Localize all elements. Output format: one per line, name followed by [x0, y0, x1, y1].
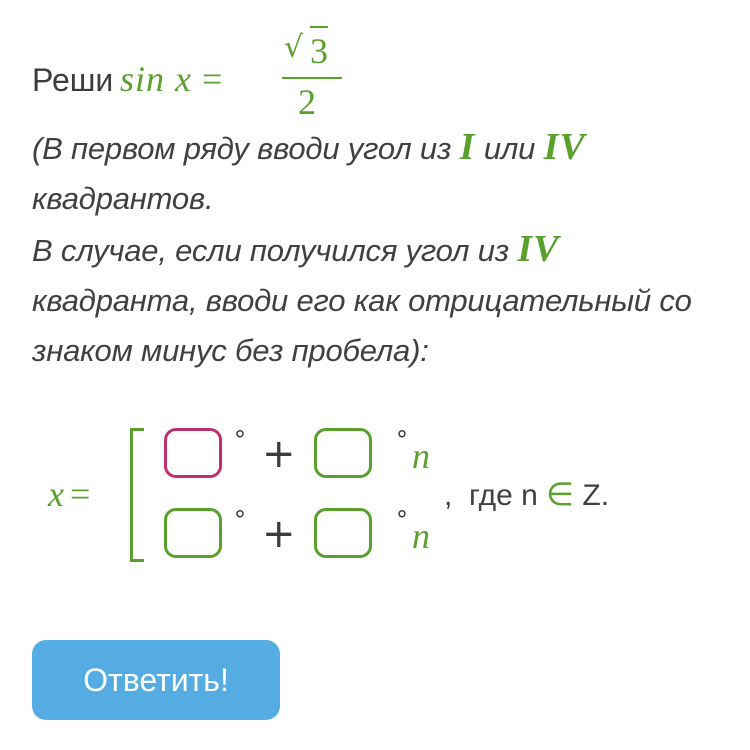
task-verb: Реши [32, 62, 114, 98]
where-n-text: где n [469, 479, 538, 512]
integer-condition [444, 474, 609, 516]
x-variable: x [48, 474, 64, 514]
radicand: 3 [310, 26, 328, 72]
square-root-icon: √ [284, 30, 304, 65]
equals-sign: = [202, 59, 224, 99]
instruction-line-1 [32, 122, 712, 174]
instruction-text [32, 122, 712, 376]
equation-lhs [120, 58, 223, 100]
instruction-text-fragment: В случае, если получился угол из [32, 233, 509, 268]
element-of-icon: ∈ [546, 475, 575, 513]
plus-sign: + [262, 511, 296, 557]
fraction-bar [282, 77, 342, 79]
degree-symbol: ° [396, 426, 408, 454]
sin-x-term: sin x [120, 59, 192, 99]
tail-comma: , [444, 479, 453, 512]
n-variable: n [412, 436, 430, 476]
instruction-line-2: квадрантов. [32, 181, 214, 216]
instruction-line-3 [32, 224, 712, 276]
quadrant-iv-label: IV [543, 126, 586, 168]
fraction-denominator: 2 [298, 82, 316, 122]
instruction-text-fragment: или [483, 131, 536, 166]
sqrt3-over-2-fraction [280, 24, 344, 124]
n-variable: n [412, 516, 430, 556]
instruction-text-fragment: (В первом ряду вводи угол из [32, 131, 452, 166]
row2-period-input[interactable] [314, 508, 372, 558]
degree-symbol: ° [234, 426, 246, 454]
solution-row-2 [164, 508, 464, 562]
degree-symbol: ° [234, 506, 246, 534]
answer-lhs [48, 472, 90, 516]
answer-system [48, 420, 688, 570]
equals-sign: = [69, 474, 91, 514]
instruction-line-5: знаком минус без пробела): [32, 333, 429, 368]
degree-symbol: ° [396, 506, 408, 534]
row2-angle-input[interactable] [164, 508, 222, 558]
row1-period-input[interactable] [314, 428, 372, 478]
integer-set-label: Z. [582, 479, 610, 512]
quadrant-i-label: I [459, 126, 476, 168]
submit-answer-button[interactable]: Ответить! [32, 640, 280, 720]
quadrant-iv-label: IV [517, 228, 560, 270]
system-bracket [130, 428, 144, 562]
instruction-line-4: квадранта, вводи его как отрицательный со [32, 283, 692, 318]
solution-row-1 [164, 428, 464, 482]
row1-angle-input[interactable] [164, 428, 222, 478]
fraction-numerator [280, 26, 344, 72]
plus-sign: + [262, 431, 296, 477]
